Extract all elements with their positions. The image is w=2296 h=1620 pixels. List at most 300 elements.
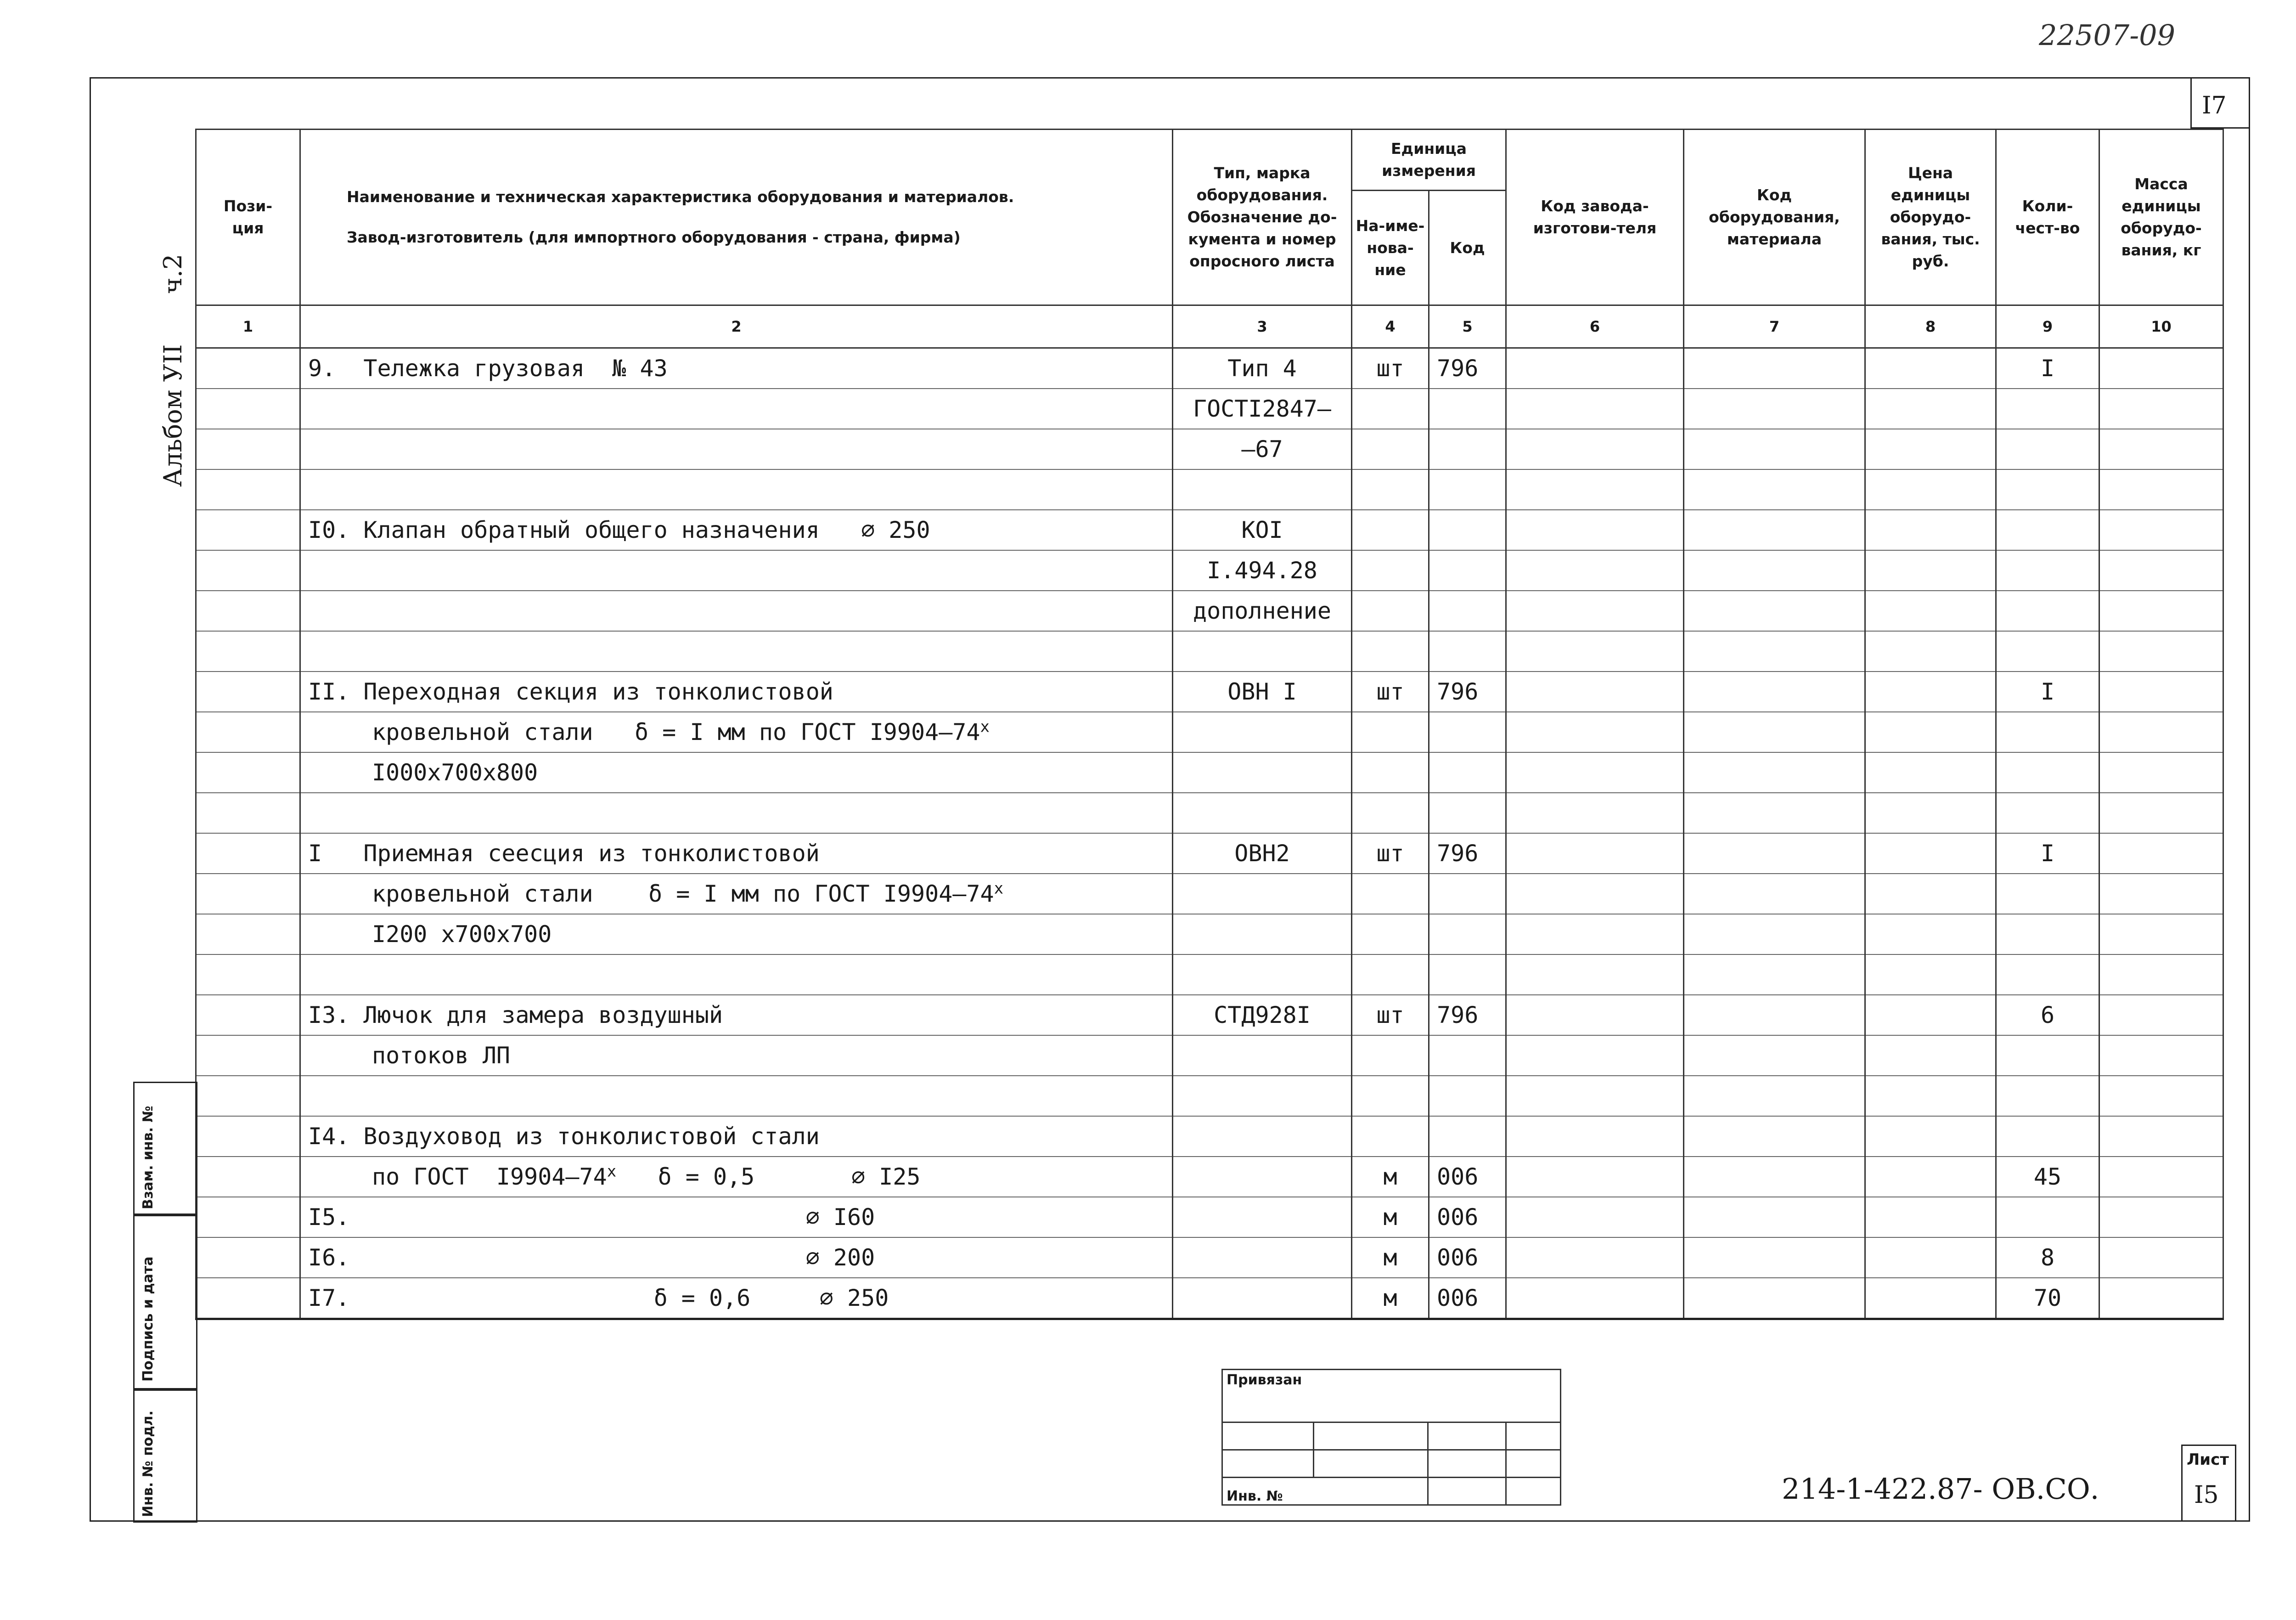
quantity-cell [1996,672,2099,712]
header-position: Пози- ция [196,130,300,305]
type-cell [1173,591,1352,631]
equipment-code-cell [1684,510,1865,550]
plant-code-cell [1506,1157,1684,1197]
unit-code-cell [1429,591,1506,631]
unit-code-cell [1429,995,1506,1035]
pos-cell [196,712,300,752]
price-cell [1865,1278,1996,1319]
mass-cell [2099,510,2223,550]
pos-cell [196,1237,300,1278]
name-cell-tail: δ = 0,5 ∅ I25 [616,1163,921,1190]
unit-cell-text: м [1383,1204,1397,1231]
type-cell [1173,752,1352,793]
table-row [196,631,2223,672]
equipment-code-cell [1684,672,1865,712]
type-cell [1173,833,1352,874]
mass-cell [2099,1035,2223,1076]
price-cell [1865,1197,1996,1237]
quantity-cell [1996,429,2099,469]
equipment-code-cell [1684,591,1865,631]
mass-cell [2099,874,2223,914]
table-row [196,510,2223,550]
unit-code-cell-text: 006 [1437,1163,1479,1190]
pos-cell [196,914,300,954]
col-number: 4 [1352,305,1429,348]
mass-cell [2099,631,2223,672]
pos-cell [196,1157,300,1197]
price-cell [1865,1157,1996,1197]
equipment-code-cell [1684,1237,1865,1278]
table-row [196,591,2223,631]
header-quantity: Коли-чест-во [1996,130,2099,305]
header-price: Цена единицы оборудо-вания, тыс. руб. [1865,130,1996,305]
type-cell-text: ОВН2 [1234,840,1290,867]
table-row [196,1076,2223,1116]
equipment-code-cell [1684,1076,1865,1116]
unit-code-cell [1429,389,1506,429]
header-unit-title: Единица измерения [1352,130,1505,191]
mass-cell [2099,833,2223,874]
quantity-cell-text: I [2040,678,2055,705]
pos-cell [196,1035,300,1076]
unit-cell-text: м [1383,1285,1397,1311]
unit-cell [1352,954,1429,995]
plant-code-cell [1506,914,1684,954]
col-number: 7 [1684,305,1865,348]
type-cell-text: I.494.28 [1207,557,1317,584]
plant-code-cell [1506,954,1684,995]
unit-cell [1352,672,1429,712]
unit-code-cell-text: 006 [1437,1244,1479,1271]
pos-cell [196,1278,300,1319]
name-cell-text: 9. Тележка грузовая № 43 [308,355,668,382]
name-cell-text: I200 x700x700 [372,921,552,948]
plant-code-cell [1506,1035,1684,1076]
mass-cell [2099,1278,2223,1319]
header-equipment-code: Код оборудования, материала [1684,130,1865,305]
mass-cell [2099,389,2223,429]
price-cell [1865,752,1996,793]
unit-code-cell-text: 006 [1437,1204,1479,1231]
pos-cell [196,793,300,833]
price-cell [1865,469,1996,510]
unit-cell [1352,550,1429,591]
name-cell [300,1076,1173,1116]
type-cell [1173,793,1352,833]
name-cell-text: I3. Лючок для замера воздушный [308,1002,723,1028]
stamp-inv [1222,1478,1428,1505]
price-cell [1865,1237,1996,1278]
header-type: Тип, марка оборудования. Обозначение до-кумента и номер опросного листа [1173,130,1352,305]
unit-cell [1352,1157,1429,1197]
col-number: 8 [1865,305,1996,348]
plant-code-cell [1506,833,1684,874]
unit-cell [1352,348,1429,389]
specification-table [195,129,2224,1320]
unit-code-cell [1429,510,1506,550]
unit-code-cell [1429,1076,1506,1116]
table-row [196,995,2223,1035]
equipment-code-cell [1684,1116,1865,1157]
type-cell [1173,1278,1352,1319]
equipment-code-cell [1684,712,1865,752]
equipment-code-cell [1684,1278,1865,1319]
unit-code-cell-text: 796 [1437,678,1479,705]
name-cell [300,712,1173,752]
unit-cell [1352,591,1429,631]
unit-cell-text: шт [1376,678,1404,705]
quantity-cell [1996,469,2099,510]
name-cell-text: I4. Воздуховод из тонколистовой стали [308,1123,820,1150]
superscript: x [980,717,990,736]
quantity-cell [1996,995,2099,1035]
unit-code-cell [1429,550,1506,591]
stamp-attached-label: Привязан [1227,1372,1302,1388]
equipment-code-cell [1684,914,1865,954]
table-row [196,1197,2223,1237]
type-cell-text: СТД928I [1214,1002,1311,1028]
mass-cell [2099,954,2223,995]
equipment-code-cell [1684,793,1865,833]
name-cell [300,591,1173,631]
sheet-number: I5 [2194,1481,2219,1509]
pos-cell [196,1197,300,1237]
type-cell [1173,1116,1352,1157]
type-cell [1173,1076,1352,1116]
unit-cell [1352,631,1429,672]
doc-number-top: 22507-09 [2039,18,2176,52]
unit-cell [1352,712,1429,752]
type-cell [1173,429,1352,469]
quantity-cell [1996,1237,2099,1278]
name-cell [300,1157,1173,1197]
unit-cell [1352,1197,1429,1237]
quantity-cell [1996,1035,2099,1076]
quantity-cell [1996,833,2099,874]
part-label: ч.2 [158,254,187,294]
quantity-cell-text: 8 [2040,1244,2055,1271]
type-cell-text: Тип 4 [1227,355,1297,382]
name-cell-text: кровельной стали δ = I мм по ГОСТ I9904–74 [372,719,980,745]
name-cell [300,752,1173,793]
table-row [196,1237,2223,1278]
price-cell [1865,1076,1996,1116]
table-row [196,389,2223,429]
quantity-cell [1996,550,2099,591]
table-row [196,712,2223,752]
type-cell-text: ОВН I [1227,678,1297,705]
plant-code-cell [1506,469,1684,510]
unit-code-cell [1429,1035,1506,1076]
unit-code-cell [1429,631,1506,672]
name-cell [300,1278,1173,1319]
pos-cell [196,672,300,712]
table-row [196,874,2223,914]
stamp-attached [1222,1370,1561,1422]
price-cell [1865,631,1996,672]
col-number: 2 [300,305,1173,348]
mass-cell [2099,793,2223,833]
quantity-cell [1996,1197,2099,1237]
unit-code-cell-text: 796 [1437,355,1479,382]
pos-cell [196,389,300,429]
name-cell [300,833,1173,874]
unit-code-cell-text: 006 [1437,1285,1479,1311]
pos-cell [196,550,300,591]
quantity-cell-text: I [2040,840,2055,867]
type-cell-text: ГОСТI2847– [1193,395,1332,422]
unit-cell [1352,429,1429,469]
name-cell-text: I5. ∅ I60 [308,1204,875,1231]
equipment-code-cell [1684,1157,1865,1197]
unit-code-cell [1429,914,1506,954]
unit-cell-text: м [1383,1244,1397,1271]
pos-cell [196,510,300,550]
unit-cell [1352,1237,1429,1278]
unit-code-cell [1429,1237,1506,1278]
unit-code-cell-text: 796 [1437,1002,1479,1028]
header-name [300,130,1173,305]
quantity-cell [1996,1157,2099,1197]
name-cell [300,954,1173,995]
unit-code-cell [1429,1116,1506,1157]
table-row [196,348,2223,389]
side-stamp-sign-label: Подпись и дата [140,1256,156,1382]
type-cell [1173,712,1352,752]
plant-code-cell [1506,995,1684,1035]
plant-code-cell [1506,591,1684,631]
plant-code-cell [1506,1197,1684,1237]
plant-code-cell [1506,550,1684,591]
quantity-cell [1996,389,2099,429]
equipment-code-cell [1684,469,1865,510]
col-number: 9 [1996,305,2099,348]
header-unit-group [1352,130,1506,305]
pos-cell [196,348,300,389]
equipment-code-cell [1684,631,1865,672]
side-stamp-orig [133,1389,197,1523]
name-cell [300,672,1173,712]
plant-code-cell [1506,1076,1684,1116]
quantity-cell [1996,874,2099,914]
header-plant-code: Код завода-изготови-теля [1506,130,1684,305]
mass-cell [2099,469,2223,510]
quantity-cell [1996,631,2099,672]
type-cell-text: КОI [1241,517,1283,543]
price-cell [1865,833,1996,874]
unit-cell [1352,1076,1429,1116]
name-cell [300,510,1173,550]
table-row [196,550,2223,591]
mass-cell [2099,1237,2223,1278]
price-cell [1865,591,1996,631]
pos-cell [196,1076,300,1116]
type-cell [1173,874,1352,914]
price-cell [1865,995,1996,1035]
superscript: x [607,1162,617,1181]
quantity-cell-text: 70 [2033,1285,2062,1311]
price-cell [1865,1116,1996,1157]
name-cell [300,1237,1173,1278]
table-row [196,1278,2223,1319]
unit-cell-text: м [1383,1163,1397,1190]
equipment-code-cell [1684,833,1865,874]
header-unit-code: Код [1450,238,1485,257]
type-cell-text: дополнение [1193,598,1332,624]
quantity-cell [1996,348,2099,389]
mass-cell [2099,712,2223,752]
unit-code-cell [1429,793,1506,833]
price-cell [1865,1035,1996,1076]
name-cell-text: I000x700x800 [372,759,538,786]
table-row [196,1116,2223,1157]
unit-cell [1352,752,1429,793]
type-cell [1173,510,1352,550]
type-cell [1173,469,1352,510]
price-cell [1865,874,1996,914]
side-stamp-sign [133,1215,197,1389]
unit-cell [1352,1035,1429,1076]
album-label: Альбом УII [158,344,187,487]
unit-cell-text: шт [1376,840,1404,867]
type-cell [1173,1035,1352,1076]
type-cell [1173,1157,1352,1197]
unit-code-cell [1429,469,1506,510]
price-cell [1865,672,1996,712]
type-cell-text: –67 [1241,436,1283,463]
name-cell-text: по ГОСТ I9904–74 [372,1163,607,1190]
pos-cell [196,995,300,1035]
plant-code-cell [1506,874,1684,914]
name-cell-text: I6. ∅ 200 [308,1244,875,1271]
price-cell [1865,429,1996,469]
name-cell-text: I7. δ = 0,6 ∅ 250 [308,1285,889,1311]
quantity-cell [1996,1278,2099,1319]
unit-cell-text: шт [1376,1002,1404,1028]
superscript: x [994,879,1004,898]
col-number: 10 [2099,305,2223,348]
name-cell [300,429,1173,469]
type-cell [1173,1237,1352,1278]
unit-code-cell [1429,1278,1506,1319]
quantity-cell [1996,1116,2099,1157]
quantity-cell-text: 6 [2040,1002,2055,1028]
price-cell [1865,793,1996,833]
mass-cell [2099,1076,2223,1116]
plant-code-cell [1506,1116,1684,1157]
header-unit-name: На-име-нова-ние [1352,191,1429,305]
type-cell [1173,550,1352,591]
quantity-cell [1996,752,2099,793]
quantity-cell [1996,793,2099,833]
pos-cell [196,752,300,793]
table-row [196,469,2223,510]
unit-cell-text: шт [1376,355,1404,382]
name-cell [300,631,1173,672]
name-cell [300,793,1173,833]
column-number-row [196,305,2223,348]
table-row [196,1157,2223,1197]
price-cell [1865,550,1996,591]
pos-cell [196,833,300,874]
unit-cell [1352,793,1429,833]
unit-cell [1352,874,1429,914]
pos-cell [196,954,300,995]
table-row [196,914,2223,954]
name-cell [300,995,1173,1035]
pos-cell [196,591,300,631]
quantity-cell [1996,591,2099,631]
quantity-cell [1996,712,2099,752]
mass-cell [2099,429,2223,469]
equipment-code-cell [1684,550,1865,591]
type-cell [1173,631,1352,672]
unit-code-cell [1429,752,1506,793]
unit-code-cell [1429,712,1506,752]
pos-cell [196,429,300,469]
type-cell [1173,995,1352,1035]
unit-code-cell [1429,874,1506,914]
name-cell [300,1035,1173,1076]
equipment-code-cell [1684,348,1865,389]
header-name-line1: Наименование и техническая характеристика оборудования и материалов. [347,188,1014,206]
price-cell [1865,348,1996,389]
unit-cell [1352,995,1429,1035]
plant-code-cell [1506,348,1684,389]
type-cell [1173,914,1352,954]
table-row [196,954,2223,995]
pos-cell [196,631,300,672]
price-cell [1865,954,1996,995]
unit-cell [1352,469,1429,510]
plant-code-cell [1506,631,1684,672]
plant-code-cell [1506,1237,1684,1278]
quantity-cell [1996,914,2099,954]
pos-cell [196,1116,300,1157]
pos-cell [196,469,300,510]
sheet-label: Лист [2187,1451,2229,1469]
price-cell [1865,389,1996,429]
name-cell-text: II. Переходная секция из тонколистовой [308,678,833,705]
mass-cell [2099,995,2223,1035]
quantity-cell-text: I [2040,355,2055,382]
plant-code-cell [1506,712,1684,752]
side-stamp-inv [133,1082,197,1215]
plant-code-cell [1506,1278,1684,1319]
title-block-stamp [1221,1369,1561,1506]
name-cell [300,874,1173,914]
equipment-code-cell [1684,954,1865,995]
header-name-line2: Завод-изготовитель (для импортного оборудования - страна, фирма) [347,228,961,246]
unit-code-cell [1429,833,1506,874]
equipment-code-cell [1684,752,1865,793]
stamp-inv-label: Инв. № [1227,1488,1283,1504]
name-cell [300,1116,1173,1157]
plant-code-cell [1506,389,1684,429]
col-number: 6 [1506,305,1684,348]
unit-code-cell [1429,348,1506,389]
type-cell [1173,672,1352,712]
quantity-cell [1996,954,2099,995]
side-stamp-orig-label: Инв. № подл. [140,1410,156,1517]
equipment-code-cell [1684,995,1865,1035]
name-cell [300,1197,1173,1237]
mass-cell [2099,1197,2223,1237]
mass-cell [2099,914,2223,954]
table-row [196,793,2223,833]
unit-code-cell [1429,672,1506,712]
quantity-cell-text: 45 [2033,1163,2062,1190]
